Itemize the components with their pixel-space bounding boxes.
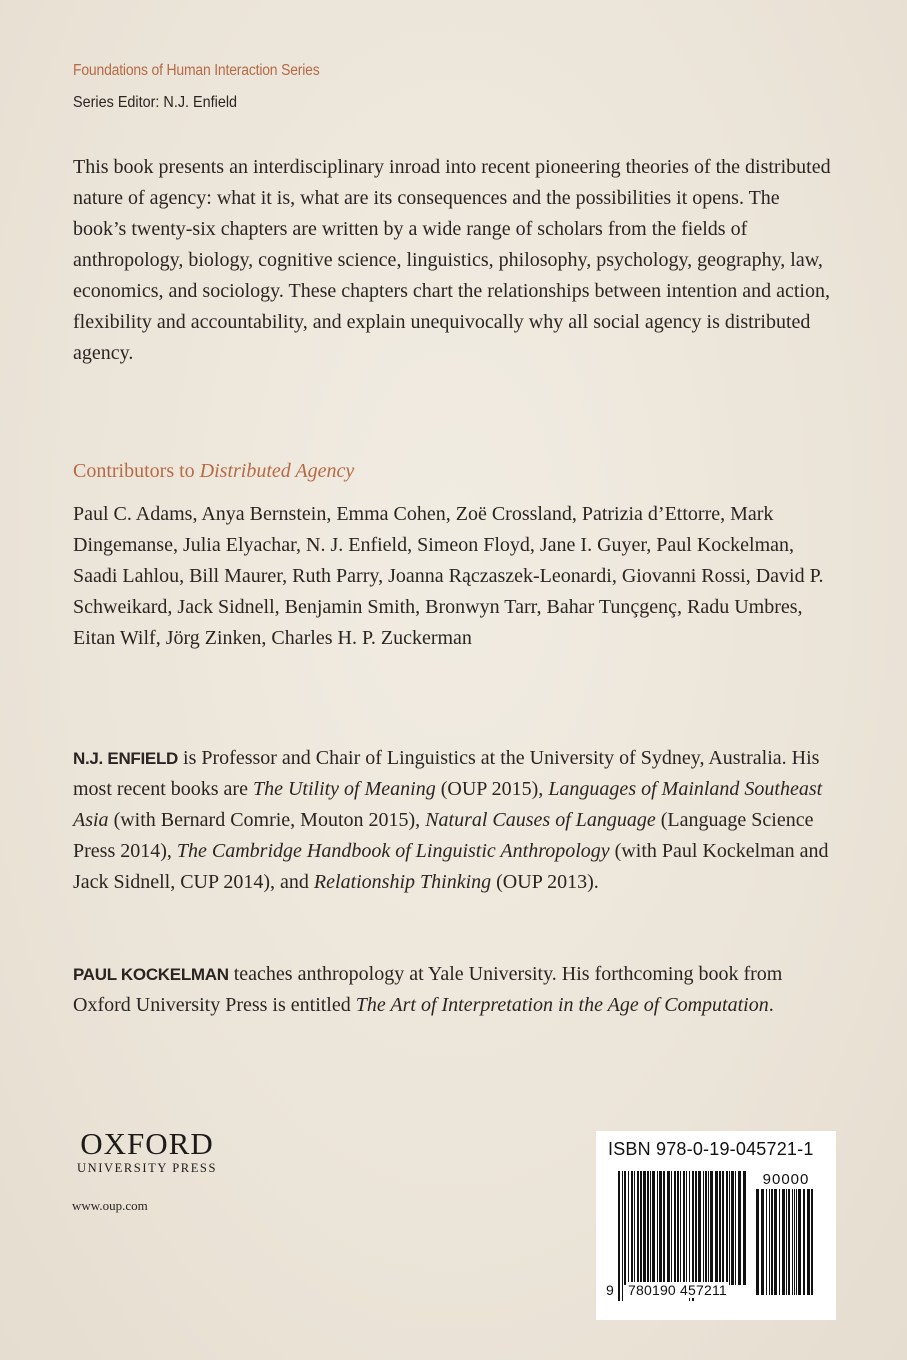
barcode-bar xyxy=(774,1189,777,1295)
barcode-bar xyxy=(731,1171,734,1285)
barcode-bar xyxy=(771,1189,773,1295)
contributors-heading-prefix: Contributors to xyxy=(73,460,200,482)
barcode-bar xyxy=(708,1171,709,1285)
barcode-bar xyxy=(726,1171,728,1285)
book-title: The Utility of Meaning xyxy=(252,778,436,800)
barcode-bar xyxy=(650,1171,651,1285)
barcode-bar xyxy=(618,1171,620,1301)
book-title: The Art of Interpretation in the Age of Computation xyxy=(355,994,769,1016)
barcode-bar xyxy=(647,1171,649,1285)
barcode-bar xyxy=(761,1189,764,1295)
barcode-bar xyxy=(677,1171,679,1285)
barcode-bar xyxy=(792,1189,793,1295)
book-title: Languages of Mainland Southeast Asia xyxy=(73,778,823,831)
barcode-panel xyxy=(596,1131,836,1320)
barcode-bar xyxy=(735,1171,736,1285)
isbn-label: ISBN 978-0-19-045721-1 xyxy=(608,1139,814,1159)
contributors-list: Paul C. Adams, Anya Bernstein, Emma Cohen, Zoë Crossland, Patrizia d’Ettorre, Mark Dingemanse, Julia Elyachar, N. J. Enfield, Simeon Floyd, Jane I. Guyer, Paul Kockelman, Saadi Lahlou, Bill Maurer, Ruth Parry, Joanna Rączaszek-Leonardi, Giovanni Rossi, David P. Schweikard, Jack Sidnell, Benjamin Smith, Bronwyn Tarr, Bahar Tunçgenç, Radu Umbres, Eitan Wilf, Jörg Zinken, Charles H. P. Zuckerman xyxy=(73,503,824,649)
publisher-subtitle: UNIVERSITY PRESS xyxy=(76,1161,218,1175)
publisher-name: OXFORD xyxy=(80,1126,214,1161)
barcode-bar xyxy=(807,1189,810,1295)
barcode-bar xyxy=(624,1171,626,1285)
barcode-bar xyxy=(715,1171,718,1285)
bio-text: (OUP 2015), xyxy=(435,778,549,800)
barcode-bar xyxy=(628,1171,629,1285)
barcode-bar xyxy=(729,1171,730,1285)
barcode-bar xyxy=(796,1189,797,1295)
bio-kockelman-name: PAUL KOCKELMAN xyxy=(73,965,229,984)
bio-text: (OUP 2013). xyxy=(491,871,599,893)
barcode-bar xyxy=(695,1171,697,1285)
publisher-logo xyxy=(72,1128,222,1176)
barcode-addon-number: 90000 xyxy=(762,1171,810,1188)
barcode-bar xyxy=(683,1171,685,1285)
barcode-bar xyxy=(663,1171,665,1285)
barcode-bar xyxy=(798,1189,801,1295)
barcode-bar xyxy=(659,1171,662,1285)
barcode-bar xyxy=(782,1189,785,1295)
barcode-bar xyxy=(719,1171,721,1285)
barcode-bar xyxy=(634,1171,635,1285)
barcode-bar xyxy=(671,1171,672,1285)
book-title: Natural Causes of Language xyxy=(425,809,656,831)
addon-barcode-icon xyxy=(756,1189,816,1295)
book-description: This book presents an interdisciplinary inroad into recent pioneering theories of the distributed nature of agency: what it is, what are its consequences and the possibilities it opens. The book’s twenty-six chapters are written by a wide range of scholars from the fields of anthropology, biology, cognitive science, linguistics, philosophy, psychology, geography, law, economics, and sociology. These chapters chart the relationships between intention and action, flexibility and accountability, and explain unequivocally why all social agency is distributed agency. xyxy=(73,156,831,364)
publisher-url: www.oup.com xyxy=(72,1198,148,1213)
bio-text: is Professor and Chair of Linguistics at the University of Sydney, Australia. His most recent books are xyxy=(73,747,820,800)
barcode-bar xyxy=(640,1171,642,1285)
contributors-heading xyxy=(73,460,354,483)
bio-text: (Language Science Press 2014), xyxy=(73,809,814,862)
barcode-bar xyxy=(738,1171,741,1285)
bio-text: . xyxy=(768,994,774,1016)
bio-enfield-name: N.J. ENFIELD xyxy=(73,749,179,768)
barcode-bar xyxy=(657,1171,658,1285)
barcode-bar xyxy=(766,1189,767,1295)
series-editor: Series Editor: N.J. Enfield xyxy=(73,94,238,111)
bio-text: (with Paul Kockelman and Jack Sidnell, CUP 2014), and xyxy=(73,840,829,893)
bio-text: (with Bernard Comrie, Mouton 2015), xyxy=(108,809,426,831)
barcode-bar xyxy=(811,1189,813,1295)
barcode-bar xyxy=(698,1171,701,1285)
barcode-digits: 780190 457211 xyxy=(628,1282,727,1298)
barcode-bar xyxy=(674,1171,676,1285)
barcode-bar xyxy=(769,1189,770,1295)
barcode-bar xyxy=(779,1189,780,1295)
barcode-bar xyxy=(722,1171,724,1285)
barcode-bar xyxy=(803,1189,805,1295)
barcode-bar xyxy=(703,1171,704,1285)
barcode-bar xyxy=(686,1171,687,1285)
barcode-bar xyxy=(637,1171,639,1285)
barcode-bar xyxy=(631,1171,633,1285)
book-title: The Cambridge Handbook of Linguistic Anthropology xyxy=(176,840,610,862)
barcode-bar xyxy=(667,1171,670,1285)
barcode-bar xyxy=(756,1189,759,1295)
contributors-heading-title: Distributed Agency xyxy=(199,460,355,482)
barcode-bar xyxy=(622,1171,623,1301)
barcode-bar xyxy=(786,1189,787,1295)
barcode-bar xyxy=(794,1189,795,1295)
barcode-bar xyxy=(710,1171,713,1285)
barcode-bar xyxy=(743,1171,746,1285)
book-title: Relationship Thinking xyxy=(313,871,492,893)
bio-text: teaches anthropology at Yale University. His forthcoming book from Oxford University Press is entitled xyxy=(73,963,783,1016)
barcode-bar xyxy=(643,1171,646,1285)
barcode-bar xyxy=(788,1189,790,1295)
barcode-first-digit: 9 xyxy=(606,1282,614,1298)
series-title: Foundations of Human Interaction Series xyxy=(73,62,320,79)
bio-enfield xyxy=(73,743,833,898)
bio-kockelman xyxy=(73,959,833,1021)
barcode-bar xyxy=(652,1171,655,1285)
barcode-bar xyxy=(705,1171,707,1285)
barcode-bar xyxy=(680,1171,681,1285)
